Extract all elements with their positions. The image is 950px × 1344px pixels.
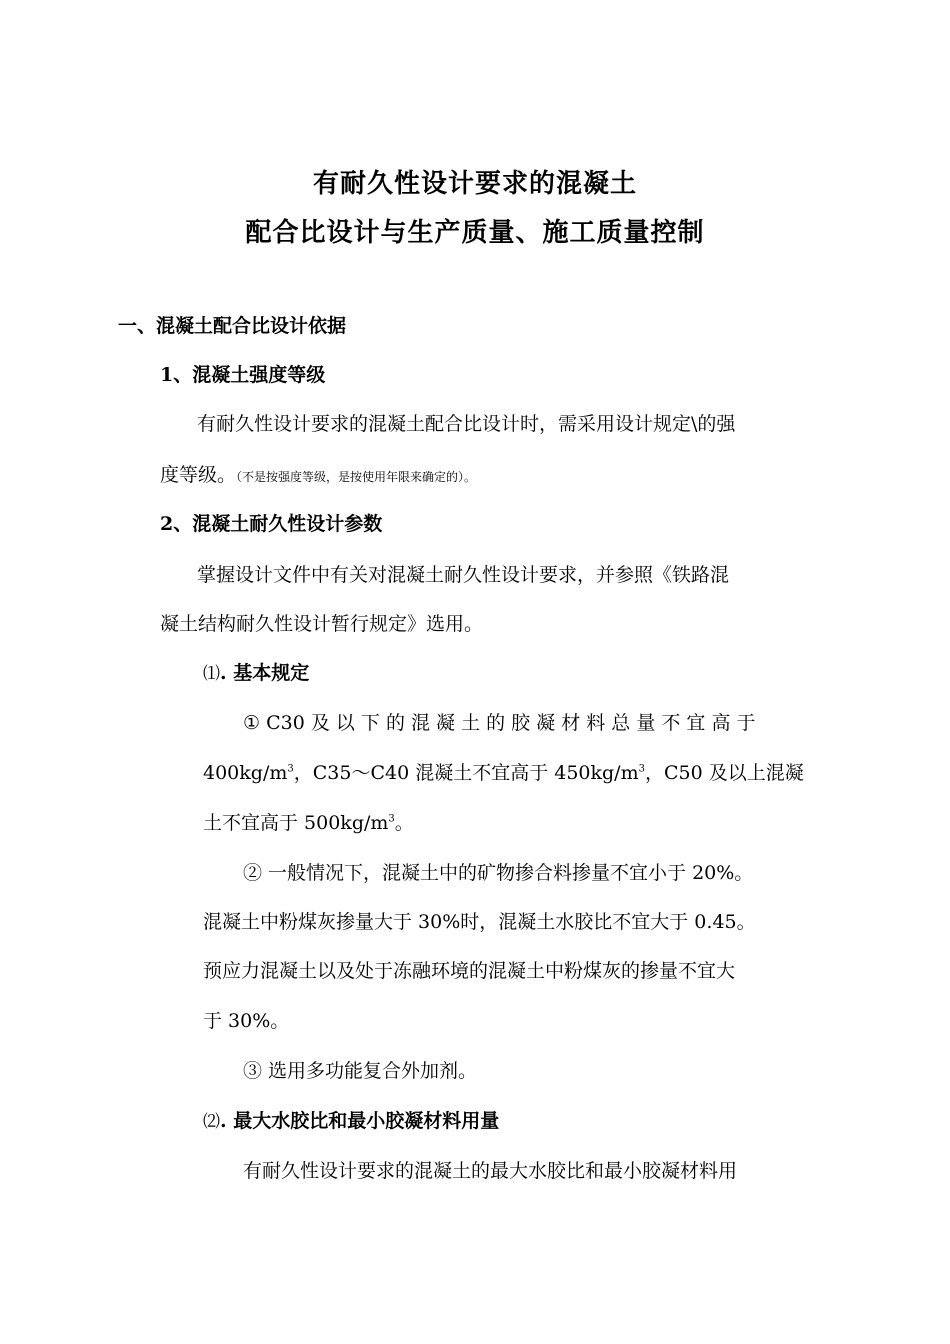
subsection-1-heading: 1、混凝土强度等级 bbox=[160, 364, 326, 386]
rule-1-text: 。 bbox=[394, 812, 414, 834]
superscript: 3 bbox=[287, 763, 294, 775]
rule-2-line: ② 一般情况下，混凝土中的矿物掺合料掺量不宜小于 20%。 bbox=[243, 862, 754, 884]
item-1-title: . 基本规定 bbox=[220, 662, 310, 684]
paragraph-text: 度等级。 bbox=[160, 464, 237, 486]
item-1-marker: ⑴ bbox=[203, 664, 220, 684]
item-2-heading bbox=[203, 1109, 499, 1134]
rule-1-line: ① C30 及 以 下 的 混 凝 土 的 胶 凝 材 料 总 量 不 宜 高 于 bbox=[243, 712, 756, 734]
section-1-heading: 一、混凝土配合比设计依据 bbox=[118, 315, 347, 337]
superscript: 3 bbox=[388, 813, 395, 825]
rule-1-line bbox=[203, 811, 414, 835]
rule-1-text: ，C35～C40 混凝土不宜高于 450kg/m bbox=[293, 762, 639, 784]
superscript: 3 bbox=[638, 763, 645, 775]
rule-1-line bbox=[203, 761, 804, 785]
rule-2-line: 于 30%。 bbox=[203, 1010, 290, 1032]
paragraph-line: 有耐久性设计要求的混凝土的最大水胶比和最小胶凝材料用 bbox=[243, 1160, 738, 1182]
subsection-2-heading: 2、混凝土耐久性设计参数 bbox=[160, 513, 383, 535]
rule-1-text: ，C50 及以上混凝 bbox=[644, 762, 804, 784]
paragraph-note: （不是按强度等级，是按使用年限来确定的）。 bbox=[236, 470, 477, 484]
rule-3-line: ③ 选用多功能复合外加剂。 bbox=[243, 1060, 478, 1082]
item-2-title: . 最大水胶比和最小胶凝材料用量 bbox=[220, 1110, 500, 1132]
paragraph-line bbox=[160, 463, 476, 489]
paragraph-line: 掌握设计文件中有关对混凝土耐久性设计要求，并参照《铁路混 bbox=[197, 564, 730, 586]
document-title-line-1: 有耐久性设计要求的混凝土 bbox=[312, 169, 637, 199]
rule-1-text: 土不宜高于 500kg/m bbox=[203, 812, 389, 834]
item-1-heading bbox=[203, 661, 309, 686]
rule-1-text: 400kg/m bbox=[203, 762, 288, 784]
paragraph-line: 凝土结构耐久性设计暂行规定》选用。 bbox=[160, 613, 484, 635]
rule-2-line: 混凝土中粉煤灰掺量大于 30%时，混凝土水胶比不宜大于 0.45。 bbox=[203, 911, 756, 933]
document-title-line-2: 配合比设计与生产质量、施工质量控制 bbox=[245, 218, 705, 248]
item-2-marker: ⑵ bbox=[203, 1112, 220, 1132]
rule-2-line: 预应力混凝土以及处于冻融环境的混凝土中粉煤灰的掺量不宜大 bbox=[203, 960, 736, 982]
paragraph-line: 有耐久性设计要求的混凝土配合比设计时，需采用设计规定\的强 bbox=[197, 413, 736, 435]
